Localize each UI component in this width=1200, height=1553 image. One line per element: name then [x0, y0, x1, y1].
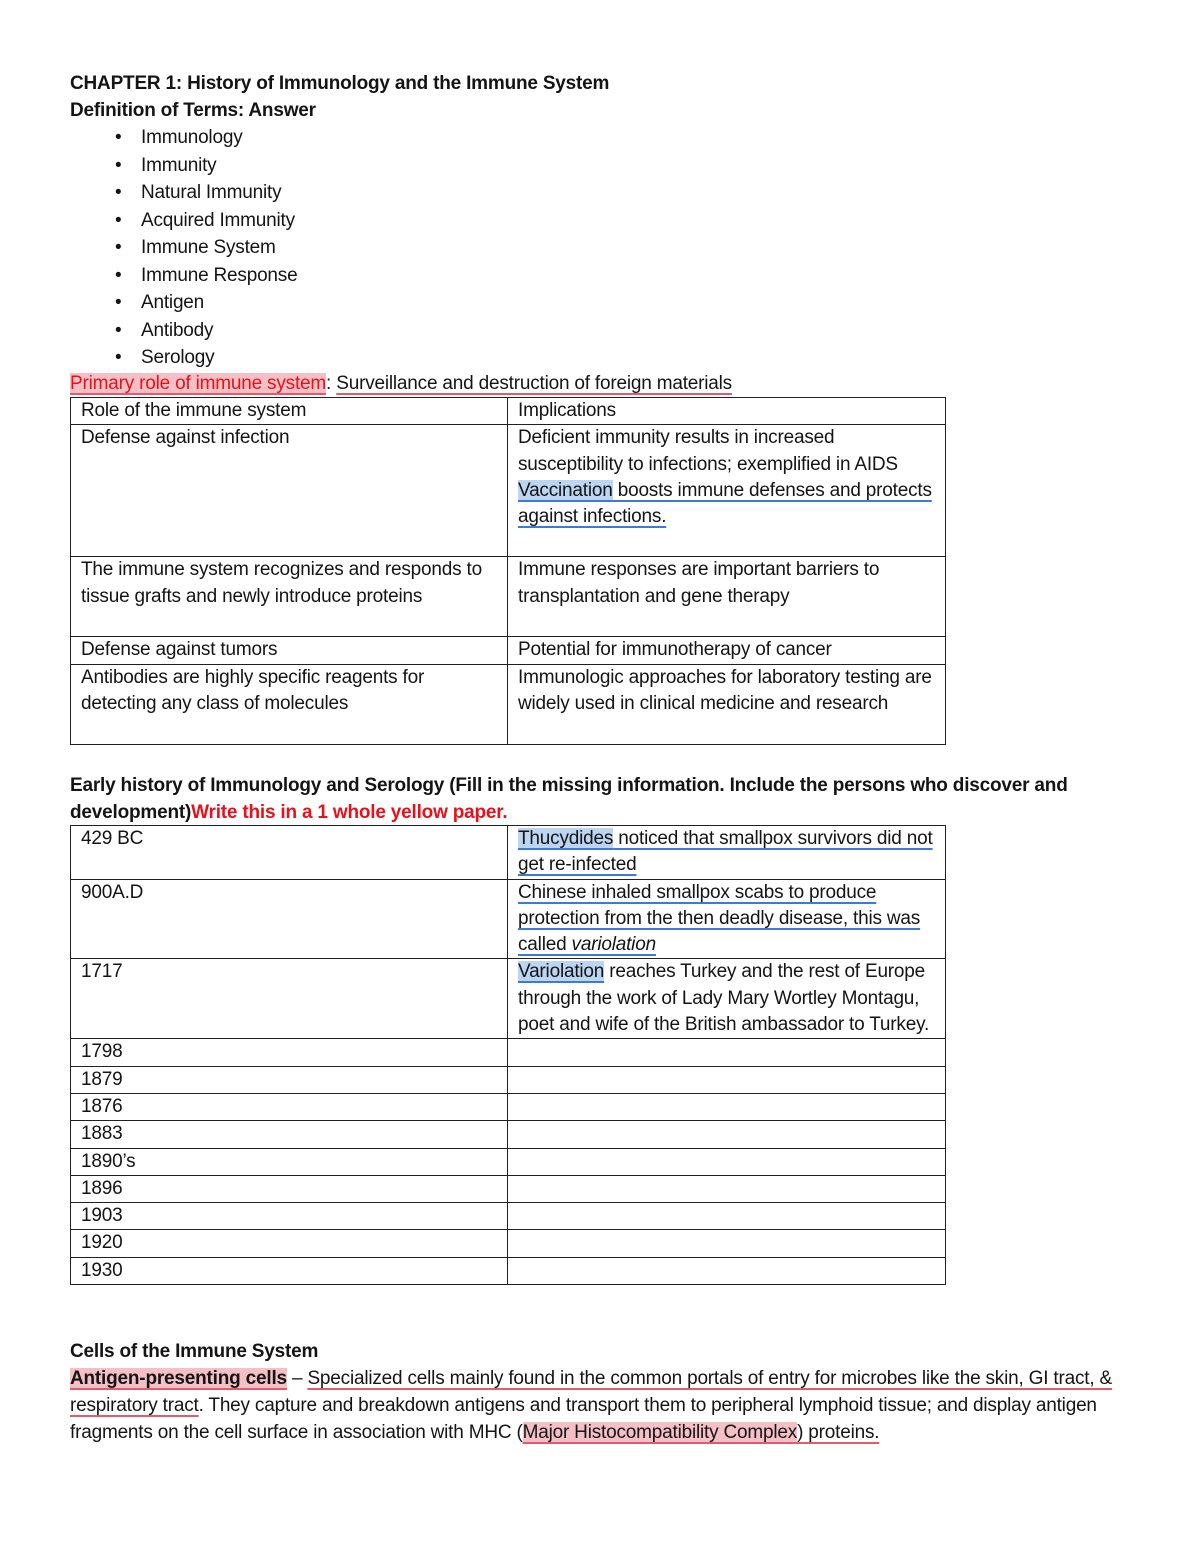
- event-text: noticed that smallpox survivors did not get re-infected: [518, 828, 933, 876]
- event-highlight: Thucydides: [518, 828, 614, 849]
- implication-text: Deficient immunity results in increased susceptibility to infections; exemplified in AIDS: [518, 427, 898, 475]
- bullet-icon: •: [115, 127, 122, 148]
- event-cell[interactable]: [508, 1257, 946, 1284]
- event-cell[interactable]: [508, 1121, 946, 1148]
- apc-paragraph: [70, 1365, 1130, 1446]
- apc-dash: –: [286, 1368, 308, 1389]
- term-label: Acquired Immunity: [141, 209, 295, 231]
- table-header-row: [71, 398, 946, 425]
- list-item: [70, 207, 297, 235]
- bullet-icon: •: [115, 237, 122, 258]
- table-row: [71, 1175, 946, 1202]
- list-item: [70, 179, 297, 207]
- event-cell[interactable]: [508, 1093, 946, 1120]
- table-row: [71, 1257, 946, 1284]
- year-cell: 1798: [71, 1039, 508, 1066]
- year-cell: 1879: [71, 1066, 508, 1093]
- event-cell[interactable]: [508, 1066, 946, 1093]
- table-row: [71, 1121, 946, 1148]
- table-row: [71, 879, 946, 959]
- year-cell: 1920: [71, 1230, 508, 1257]
- event-text: reaches Turkey and the rest of Europe through the work of Lady Mary Wortley Montagu, poet and wife of the British ambassador to Turkey.: [518, 961, 930, 1036]
- event-cell[interactable]: [508, 1230, 946, 1257]
- year-cell: 1890’s: [71, 1148, 508, 1175]
- history-table: [70, 825, 946, 1285]
- apc-underlined-text: Specialized cells mainly found in the common portals of entry for microbes like the skin, GI tract, & respiratory tract: [70, 1368, 1112, 1416]
- year-cell: 429 BC: [71, 826, 508, 880]
- bullet-icon: •: [115, 154, 122, 176]
- apc-term: Antigen-presenting cells: [70, 1368, 287, 1389]
- table-row: [71, 1093, 946, 1120]
- bullet-icon: •: [115, 292, 122, 313]
- year-cell: 1903: [71, 1203, 508, 1230]
- mhc-expansion: Major Histocompatibility Complex: [522, 1422, 798, 1443]
- bullet-icon: •: [115, 182, 122, 203]
- year-cell: 900A.D: [71, 879, 508, 959]
- table-row: [71, 1066, 946, 1093]
- role-cell: The immune system recognizes and responds to tissue grafts and newly introduce proteins: [71, 557, 508, 637]
- year-cell: 1717: [71, 959, 508, 1039]
- event-highlight: Variolation: [518, 961, 605, 983]
- bullet-icon: •: [115, 347, 122, 368]
- term-label: Natural Immunity: [141, 182, 282, 203]
- table-row: [71, 959, 946, 1039]
- term-label: Serology: [141, 347, 215, 368]
- cells-heading: Cells of the Immune System: [70, 1341, 319, 1362]
- term-label: Immune System: [141, 237, 276, 258]
- table-row: [71, 664, 946, 744]
- implication-cell: [508, 425, 946, 557]
- table-row: [71, 1230, 946, 1257]
- apc-end: ) proteins.: [797, 1422, 880, 1443]
- event-text: Chinese inhaled smallpox scabs to produce protection from the then deadly disease, this was called: [518, 881, 921, 956]
- term-label: Immunology: [141, 127, 243, 148]
- year-cell: 1930: [71, 1257, 508, 1284]
- bullet-icon: •: [115, 319, 122, 341]
- apc-text: . They capture and breakdown antigens and transport them to peripheral lymphoid tissue; and display antigen fragments on the cell surface in association with MHC (: [70, 1395, 1097, 1443]
- implication-cell: Immune responses are important barriers to transplantation and gene therapy: [508, 557, 946, 637]
- table-row: [71, 637, 946, 664]
- term-label: Immune Response: [141, 264, 298, 286]
- role-table: [70, 397, 946, 745]
- table-header-implications: Implications: [508, 398, 946, 425]
- table-row: [71, 1148, 946, 1175]
- bullet-icon: •: [115, 209, 122, 231]
- event-cell[interactable]: [508, 1175, 946, 1202]
- table-row: [71, 1203, 946, 1230]
- year-cell: 1883: [71, 1121, 508, 1148]
- primary-role-line: [70, 370, 732, 397]
- definition-heading: Definition of Terms: Answer: [70, 100, 316, 121]
- table-header-role: Role of the immune system: [71, 398, 508, 425]
- list-item: [70, 344, 297, 372]
- bullet-icon: •: [115, 264, 122, 286]
- list-item: [70, 317, 297, 345]
- role-cell: Defense against infection: [71, 425, 508, 557]
- terms-list: [70, 124, 297, 372]
- chapter-title: CHAPTER 1: History of Immunology and the Immune System: [70, 73, 610, 94]
- implication-cell: Immunologic approaches for laboratory testing are widely used in clinical medicine and research: [508, 664, 946, 744]
- role-cell: Antibodies are highly specific reagents for detecting any class of molecules: [71, 664, 508, 744]
- event-cell[interactable]: [508, 1039, 946, 1066]
- early-history-heading: [70, 772, 1130, 826]
- primary-role-label: Primary role of immune system: [70, 373, 327, 394]
- table-row: [71, 425, 946, 557]
- table-row: [71, 826, 946, 880]
- primary-role-colon: :: [326, 373, 332, 394]
- year-cell: 1896: [71, 1175, 508, 1202]
- event-cell[interactable]: [508, 1148, 946, 1175]
- vaccination-text: boosts immune defenses and protects against infections.: [518, 479, 932, 528]
- list-item: [70, 152, 297, 180]
- primary-role-text: Surveillance and destruction of foreign materials: [336, 373, 732, 394]
- list-item: [70, 234, 297, 262]
- event-cell: [508, 959, 946, 1039]
- term-label: Immunity: [141, 154, 217, 176]
- event-cell: [508, 879, 946, 959]
- event-italic: variolation: [571, 934, 656, 956]
- role-cell: Defense against tumors: [71, 637, 508, 664]
- list-item: [70, 124, 297, 152]
- early-history-text: Early history of Immunology and Serology (Fill in the missing information. Include the persons who discover and development): [70, 775, 1068, 823]
- table-row: [71, 557, 946, 637]
- yellow-paper-note: Write this in a 1 whole yellow paper.: [191, 802, 508, 823]
- implication-cell: Potential for immunotherapy of cancer: [508, 637, 946, 664]
- year-cell: 1876: [71, 1093, 508, 1120]
- vaccination-word: Vaccination: [518, 479, 613, 501]
- list-item: [70, 289, 297, 317]
- table-row: [71, 1039, 946, 1066]
- term-label: Antibody: [141, 319, 214, 341]
- event-cell[interactable]: [508, 1203, 946, 1230]
- event-cell: [508, 826, 946, 880]
- list-item: [70, 262, 297, 290]
- term-label: Antigen: [141, 292, 205, 313]
